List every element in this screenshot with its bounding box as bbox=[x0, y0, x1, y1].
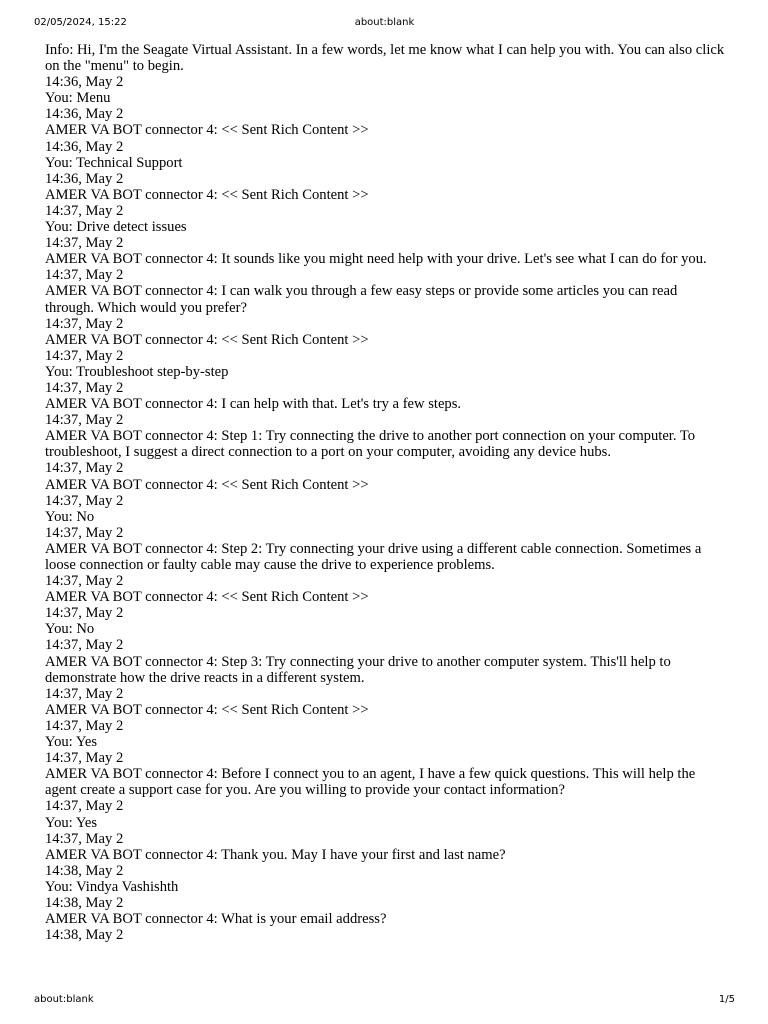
message-timestamp: 14:38, May 2 bbox=[45, 927, 124, 944]
message-text: AMER VA BOT connector 4: << Sent Rich Content >> bbox=[45, 589, 369, 606]
message-text: AMER VA BOT connector 4: << Sent Rich Content >> bbox=[45, 186, 369, 203]
message-text: AMER VA BOT connector 4: Step 3: Try connecting your drive to another computer system. This'll help to demonstrate how the drive reacts in a different system. bbox=[45, 653, 671, 686]
message-timestamp: 14:37, May 2 bbox=[45, 492, 124, 509]
print-page-title: about:blank bbox=[354, 17, 415, 28]
message-timestamp: 14:37, May 2 bbox=[45, 685, 124, 702]
message-text: You: Yes bbox=[45, 814, 98, 831]
message-text: You: Troubleshoot step-by-step bbox=[45, 363, 229, 380]
message-timestamp: 14:37, May 2 bbox=[45, 830, 124, 847]
message-timestamp: 14:37, May 2 bbox=[45, 637, 124, 654]
message-timestamp: 14:37, May 2 bbox=[45, 235, 124, 252]
message-timestamp: 14:37, May 2 bbox=[45, 573, 124, 590]
message-text: AMER VA BOT connector 4: I can walk you through a few easy steps or provide some articles you can read through. Which would you prefer? bbox=[45, 283, 678, 316]
message-text: You: Vindya Vashishth bbox=[45, 878, 179, 895]
message-timestamp: 14:37, May 2 bbox=[45, 202, 124, 219]
message-text: AMER VA BOT connector 4: << Sent Rich Content >> bbox=[45, 331, 369, 348]
message-timestamp: 14:38, May 2 bbox=[45, 862, 124, 879]
chat-transcript bbox=[45, 42, 727, 943]
print-datetime: 02/05/2024, 15:22 bbox=[34, 17, 127, 28]
message-text: AMER VA BOT connector 4: << Sent Rich Content >> bbox=[45, 701, 369, 718]
message-timestamp: 14:37, May 2 bbox=[45, 750, 124, 767]
message-text: You: Drive detect issues bbox=[45, 219, 187, 236]
message-timestamp: 14:36, May 2 bbox=[45, 138, 124, 155]
message-timestamp: 14:37, May 2 bbox=[45, 315, 124, 332]
message-timestamp: 14:36, May 2 bbox=[45, 170, 124, 187]
message-text: AMER VA BOT connector 4: I can help with that. Let's try a few steps. bbox=[45, 396, 462, 413]
message-timestamp: 14:37, May 2 bbox=[45, 347, 124, 364]
print-header bbox=[34, 17, 735, 29]
page-number: 1/5 bbox=[718, 994, 735, 1005]
message-text: You: Yes bbox=[45, 734, 98, 751]
message-timestamp: 14:37, May 2 bbox=[45, 412, 124, 429]
message-text: AMER VA BOT connector 4: What is your email address? bbox=[45, 911, 387, 928]
print-url: about:blank bbox=[34, 994, 94, 1005]
message-timestamp: 14:36, May 2 bbox=[45, 106, 124, 123]
message-text: You: Technical Support bbox=[45, 154, 183, 171]
message-text: AMER VA BOT connector 4: << Sent Rich Content >> bbox=[45, 122, 369, 139]
message-text: AMER VA BOT connector 4: << Sent Rich Content >> bbox=[45, 476, 369, 493]
message-timestamp: 14:37, May 2 bbox=[45, 460, 124, 477]
message-text: AMER VA BOT connector 4: It sounds like you might need help with your drive. Let's see what I can do for you. bbox=[45, 251, 707, 268]
message-text: AMER VA BOT connector 4: Step 2: Try connecting your drive using a different cable connection. Sometimes a loose connection or faulty cable may cause the drive to experience problems. bbox=[45, 540, 702, 573]
message-text: AMER VA BOT connector 4: Before I connect you to an agent, I have a few quick questions. This will help the agent create a support case for you. Are you willing to provide your contact information? bbox=[45, 766, 696, 799]
message-timestamp: 14:37, May 2 bbox=[45, 798, 124, 815]
print-footer bbox=[34, 994, 735, 1006]
message-timestamp: 14:38, May 2 bbox=[45, 894, 124, 911]
message-timestamp: 14:37, May 2 bbox=[45, 524, 124, 541]
message-timestamp: 14:37, May 2 bbox=[45, 379, 124, 396]
message-text: AMER VA BOT connector 4: Step 1: Try connecting the drive to another port connection on your computer. To troubleshoot, I suggest a direct connection to a port on your computer, avoiding any device hubs. bbox=[45, 428, 696, 461]
message-timestamp: 14:37, May 2 bbox=[45, 267, 124, 284]
message-text: You: No bbox=[45, 621, 95, 638]
message-timestamp: 14:36, May 2 bbox=[45, 74, 124, 91]
message-text: You: Menu bbox=[45, 90, 111, 107]
message-text: Info: Hi, I'm the Seagate Virtual Assistant. In a few words, let me know what I can help you with. You can also click on the "menu" to begin. bbox=[45, 42, 725, 75]
message-text: You: No bbox=[45, 508, 95, 525]
message-text: AMER VA BOT connector 4: Thank you. May I have your first and last name? bbox=[45, 846, 506, 863]
message-timestamp: 14:37, May 2 bbox=[45, 605, 124, 622]
message-timestamp: 14:37, May 2 bbox=[45, 717, 124, 734]
